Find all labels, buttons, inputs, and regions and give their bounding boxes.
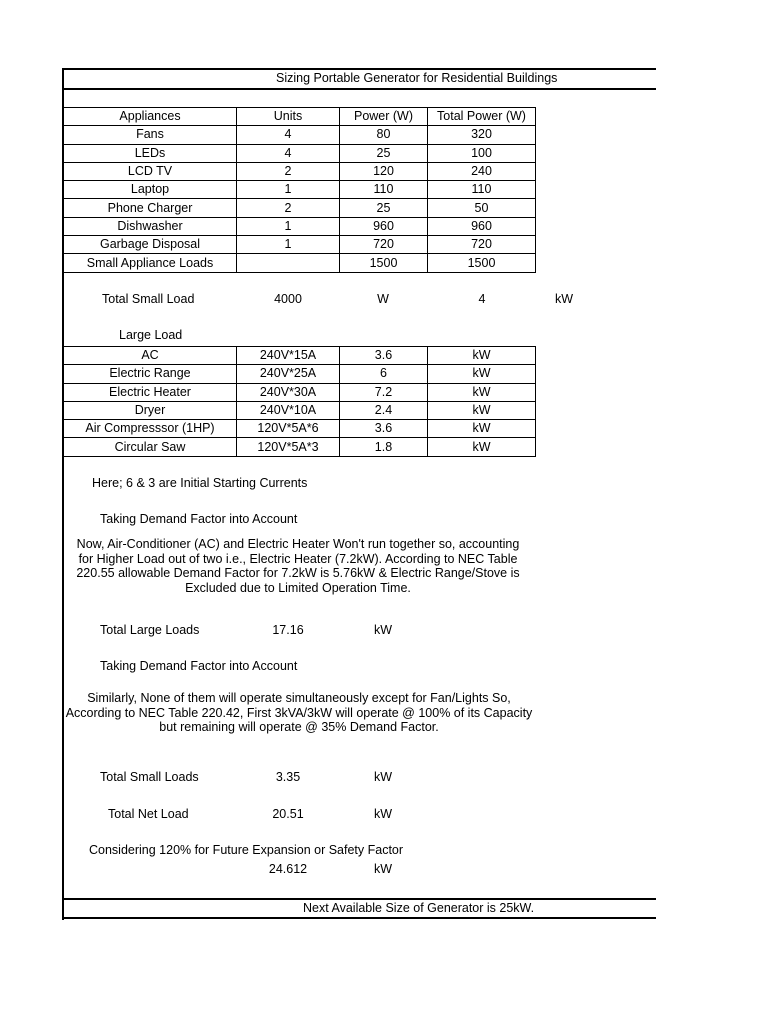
table-cell: 720	[340, 236, 428, 254]
table-cell: 240V*15A	[237, 347, 340, 365]
table-cell: 1500	[428, 254, 536, 272]
footer-top-border	[62, 898, 656, 900]
table-cell: 1	[237, 217, 340, 235]
table-row	[64, 347, 536, 365]
total-small-loads-unit: kW	[373, 770, 393, 784]
table-cell: LEDs	[64, 144, 237, 162]
paragraph-line: Similarly, None of them will operate simultaneously except for Fan/Lights So,	[87, 691, 511, 705]
table-cell: 240V*10A	[237, 401, 340, 419]
demand-factor-paragraph-1	[64, 537, 532, 595]
table-cell: Laptop	[64, 181, 237, 199]
table-cell: 4	[237, 126, 340, 144]
paragraph-line: Now, Air-Conditioner (AC) and Electric Heater Won't run together so, accounting	[76, 537, 520, 551]
total-small-load-kw: 4	[478, 292, 486, 306]
table-row	[64, 144, 536, 162]
table-cell: 960	[428, 217, 536, 235]
column-header: Units	[237, 108, 340, 126]
table-cell: kW	[428, 401, 536, 419]
table-cell: 3.6	[340, 420, 428, 438]
paragraph-line: Excluded due to Limited Operation Time.	[185, 580, 411, 595]
column-header: Power (W)	[340, 108, 428, 126]
page-title: Sizing Portable Generator for Residential Buildings	[276, 71, 558, 85]
total-small-loads-label: Total Small Loads	[100, 770, 199, 784]
table-cell: 120V*5A*6	[237, 420, 340, 438]
table-cell: kW	[428, 383, 536, 401]
table-cell: 25	[340, 199, 428, 217]
paragraph-line: but remaining will operate @ 35% Demand Factor.	[159, 720, 439, 734]
table-cell: 3.6	[340, 347, 428, 365]
table-cell: Garbage Disposal	[64, 236, 237, 254]
table-row	[64, 254, 536, 272]
demand-factor-heading-1: Taking Demand Factor into Account	[100, 512, 298, 526]
table-cell: 240V*25A	[237, 365, 340, 383]
table-cell: 1.8	[340, 438, 428, 456]
table-cell: Dishwasher	[64, 217, 237, 235]
total-small-load-label: Total Small Load	[102, 292, 195, 306]
table-cell: kW	[428, 347, 536, 365]
column-header: Appliances	[64, 108, 237, 126]
future-expansion-label: Considering 120% for Future Expansion or Safety Factor	[89, 843, 404, 857]
future-expansion-unit: kW	[373, 862, 393, 876]
table-cell: 110	[340, 181, 428, 199]
small-appliance-table	[63, 107, 536, 273]
paragraph-line: According to NEC Table 220.42, First 3kVA/3kW will operate @ 100% of its Capacity	[65, 705, 533, 720]
table-row	[64, 162, 536, 180]
total-small-loads-value: 3.35	[275, 770, 301, 784]
table-cell: 960	[340, 217, 428, 235]
table-cell: 25	[340, 144, 428, 162]
table-row	[64, 383, 536, 401]
table-row	[64, 126, 536, 144]
demand-factor-paragraph-2	[62, 691, 536, 735]
table-cell: 1500	[340, 254, 428, 272]
table-cell: Air Compresssor (1HP)	[64, 420, 237, 438]
table-cell: 7.2	[340, 383, 428, 401]
table-cell: 1	[237, 236, 340, 254]
paragraph-line: for Higher Load out of two i.e., Electric Heater (7.2kW). According to NEC Table	[78, 551, 518, 566]
table-cell: kW	[428, 365, 536, 383]
table-cell: LCD TV	[64, 162, 237, 180]
total-net-load-value: 20.51	[272, 807, 304, 821]
table-cell: kW	[428, 438, 536, 456]
table-cell: Electric Range	[64, 365, 237, 383]
table-cell: 720	[428, 236, 536, 254]
table-cell: 120	[340, 162, 428, 180]
table-cell: 50	[428, 199, 536, 217]
table-cell: 1	[237, 181, 340, 199]
title-top-border	[62, 68, 656, 70]
large-load-label: Large Load	[119, 328, 183, 342]
table-cell: 240V*30A	[237, 383, 340, 401]
paragraph-line: 220.55 allowable Demand Factor for 7.2kW is 5.76kW & Electric Range/Stove is	[76, 566, 520, 580]
table-cell	[237, 254, 340, 272]
table-cell: Fans	[64, 126, 237, 144]
table-cell: 120V*5A*3	[237, 438, 340, 456]
table-cell: 4	[237, 144, 340, 162]
total-small-load-unit-kw: kW	[555, 292, 574, 306]
future-expansion-value: 24.612	[268, 862, 308, 876]
total-small-load-watts: 4000	[274, 292, 302, 306]
demand-factor-heading-2: Taking Demand Factor into Account	[100, 659, 298, 673]
table-cell: Electric Heater	[64, 383, 237, 401]
table-cell: 320	[428, 126, 536, 144]
title-bottom-border	[62, 88, 656, 90]
table-row	[64, 217, 536, 235]
table-cell: 110	[428, 181, 536, 199]
total-small-load-unit-w: W	[377, 292, 389, 306]
table-cell: kW	[428, 420, 536, 438]
total-net-load-label: Total Net Load	[108, 807, 189, 821]
table-cell: AC	[64, 347, 237, 365]
table-cell: Circular Saw	[64, 438, 237, 456]
starting-current-note: Here; 6 & 3 are Initial Starting Currents	[92, 476, 308, 490]
table-cell: Small Appliance Loads	[64, 254, 237, 272]
table-cell: 2	[237, 162, 340, 180]
table-row	[64, 401, 536, 419]
table-cell: 240	[428, 162, 536, 180]
footer-bottom-border	[62, 917, 656, 919]
table-row	[64, 199, 536, 217]
table-cell: Phone Charger	[64, 199, 237, 217]
table-header-row	[64, 108, 536, 126]
table-row	[64, 181, 536, 199]
total-large-loads-unit: kW	[373, 623, 393, 637]
large-load-table	[63, 346, 536, 457]
column-header: Total Power (W)	[428, 108, 536, 126]
table-row	[64, 438, 536, 456]
table-cell: 80	[340, 126, 428, 144]
generator-size-conclusion: Next Available Size of Generator is 25kW.	[303, 901, 535, 915]
table-cell: 2.4	[340, 401, 428, 419]
table-row	[64, 420, 536, 438]
table-cell: 2	[237, 199, 340, 217]
table-row	[64, 236, 536, 254]
table-cell: 100	[428, 144, 536, 162]
total-large-loads-label: Total Large Loads	[100, 623, 200, 637]
table-cell: 6	[340, 365, 428, 383]
total-net-load-unit: kW	[373, 807, 393, 821]
table-cell: Dryer	[64, 401, 237, 419]
total-large-loads-value: 17.16	[272, 623, 304, 637]
table-row	[64, 365, 536, 383]
